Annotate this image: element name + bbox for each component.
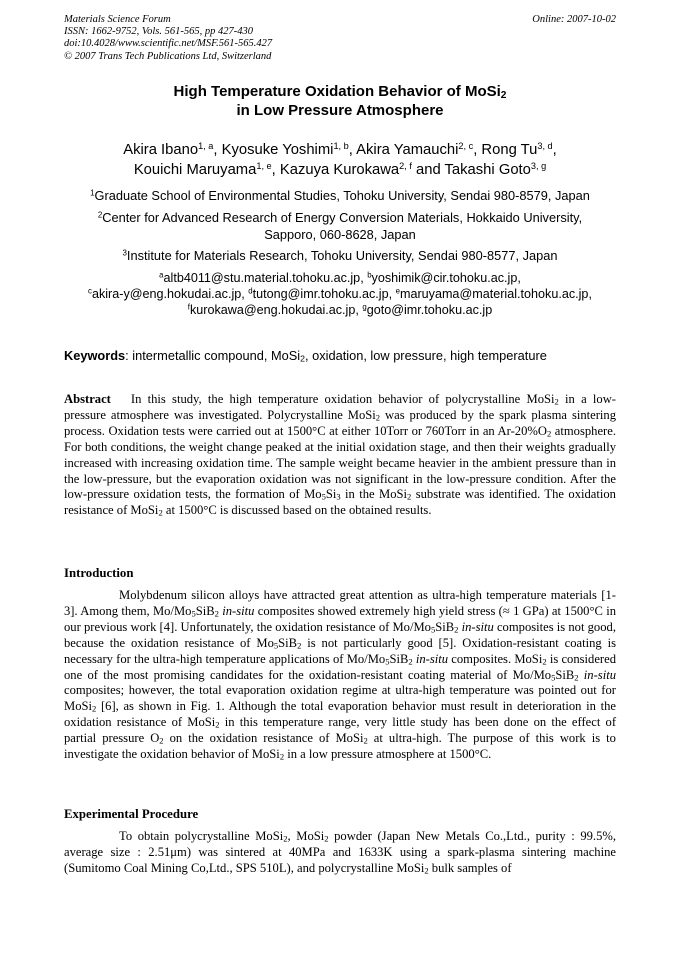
text-run: was produced by the spark plasma sintering process. Oxidation tests were carried out at 1500°C at either 10Torr or 760Torr in an Ar-20%O	[64, 407, 617, 438]
text-run: atmosphere. For both conditions, the weight change peaked at the initial oxidation stage, and then their weights gradually increased with increasing oxidation time. The sample weight became heavier in the ambient pressure than in the low-pressure, but the evaporation oxidation was not significant in the low-pressure condition. After the low-pressure oxidation tests, the formation of Mo	[64, 423, 616, 502]
subscript: 5	[551, 672, 556, 683]
text-run: [6], as shown in Fig. 1. Although the total evaporation behavior must result in deterioration in the oxidation resistance of MoSi	[64, 699, 616, 730]
title-line-2: in Low Pressure Atmosphere	[236, 102, 444, 119]
subscript: 2	[158, 508, 163, 519]
text-run: Molybdenum silicon alloys have attracted great attention as ultra-high temperature materials [1-3]. Among them, Mo/Mo	[64, 588, 616, 618]
subscript: 2	[324, 833, 329, 844]
text-run: in a low-pressure atmosphere was investigated. Polycrystalline MoSi	[64, 392, 616, 422]
italic-run: in-situ	[578, 667, 616, 682]
author-affil-mark: 1, e	[256, 160, 272, 171]
text-run: in the MoSi	[340, 487, 408, 502]
author-affil-mark: 1, a	[198, 140, 214, 151]
affiliation-text: Center for Advanced Research of Energy Conversion Materials, Hokkaido University,	[102, 210, 583, 225]
text-run: in a low pressure atmosphere at 1500°C.	[284, 747, 492, 762]
text-run: substrate was identified. The oxidation resistance of MoSi	[64, 487, 616, 518]
text-run: on the oxidation resistance of MoSi	[163, 731, 364, 746]
doi-line: doi:10.4028/www.scientific.net/MSF.561-565.427	[64, 38, 273, 50]
text-run: composites is not good, because the oxidation resistance of Mo	[64, 619, 616, 650]
text-run: at ultra-high. The purpose of this work is to investigate the oxidation behavior of MoSi	[64, 731, 616, 762]
text-run: composites; however, the total evaporation oxidation regime at ultra-high temperature was pointed out for MoSi	[64, 683, 616, 714]
italic-run: in-situ	[458, 619, 494, 634]
copyright-line: © 2007 Trans Tech Publications Ltd, Switzerland	[64, 50, 272, 62]
journal-header	[64, 14, 616, 63]
subscript: 2	[546, 428, 552, 439]
email-address[interactable]: maruyama@material.tohoku.ac.jp	[399, 287, 589, 301]
section-heading-introduction: Introduction	[64, 566, 134, 580]
subscript: 2	[215, 719, 220, 730]
email-key: b	[367, 270, 372, 280]
author-name: Kouichi Maruyama	[133, 162, 257, 178]
subscript: 2	[574, 672, 579, 683]
email-address[interactable]: goto@imr.tohoku.ac.jp	[366, 303, 493, 317]
text-run: SiB	[278, 635, 298, 650]
affiliation-number: 2	[97, 210, 103, 220]
italic-run: in-situ	[218, 603, 255, 618]
affiliation-text: Institute for Materials Research, Tohoku University, Sendai 980-8577, Japan	[126, 248, 558, 263]
text-run: composites showed extremely high yield stress (≈ 1 GPa) at 1500°C in our previous work [4]. Unfortunately, the oxidation resistance of Mo/Mo	[64, 603, 616, 634]
author-name: Akira Ibano	[123, 142, 199, 158]
subscript: 2	[554, 396, 559, 407]
text-run: To obtain polycrystalline MoSi	[119, 829, 284, 843]
text-run: bulk samples of	[428, 860, 512, 875]
email-list: $^a$altb4011@stu.material.tohoku.ac.jp, $^b$yoshimik@cir.tohoku.ac.jp, $^c$akira-y@eng.hokudai.ac.jp, $^d$tutong@imr.tohoku.ac.jp, $^e$maruyama@material.tohoku.ac.jp, $^f$kurokawa@eng.hokudai.ac.jp, $^g$goto@imr.tohoku.ac.jp	[88, 270, 592, 317]
subscript: 2	[300, 353, 305, 364]
email-key: f	[187, 302, 190, 312]
author-affil-mark: 2, f	[399, 160, 412, 171]
text-run: is considered one of the most promising candidates for the oxidation-resistant coating material of Mo/Mo	[64, 651, 616, 682]
author-list: Akira Ibano$^{1, a}$, Kyosuke Yoshimi$^{1, b}$, Akira Yamauchi$^{2, c}$, Rong Tu$^{3, d}$, Kouichi Maruyama$^{1, e}$, Kazuya Kurokawa$^{2, f}$ and Takashi Goto$^{3, g}$	[123, 140, 557, 178]
subscript: 2	[375, 412, 381, 423]
subscript: 2	[159, 735, 164, 746]
author-name: Rong Tu	[481, 142, 538, 158]
text-run: composites. MoSi	[448, 651, 543, 666]
experimental-paragraph	[64, 829, 616, 877]
paper-title	[64, 82, 616, 120]
text-run: Si	[325, 487, 337, 502]
subscript: 2	[424, 865, 429, 876]
keywords-text: , oxidation, low pressure, high temperature	[304, 348, 547, 363]
email-key: c	[88, 286, 92, 296]
email-key: g	[362, 302, 367, 312]
keywords-label: Keywords	[64, 348, 126, 363]
subscript: 2	[92, 704, 97, 715]
subscript: 3	[336, 492, 341, 503]
email-address[interactable]: yoshimik@cir.tohoku.ac.jp	[371, 271, 518, 285]
subscript: 5	[273, 640, 279, 651]
text-run: SiB	[435, 619, 455, 634]
text-run: SiB	[389, 651, 409, 666]
subscript: 2	[297, 640, 302, 651]
email-address[interactable]: kurokawa@eng.hokudai.ac.jp	[189, 303, 356, 317]
subscript: 2	[542, 656, 547, 667]
text-run: , MoSi	[287, 829, 325, 843]
email-address[interactable]: altb4011@stu.material.tohoku.ac.jp	[163, 271, 361, 285]
affiliation-number: 1	[90, 188, 95, 198]
author-name: Akira Yamauchi	[356, 142, 459, 158]
subscript: 5	[321, 492, 326, 503]
text-run: in this temperature range, very little study has been done on the effect of partial pressure O	[64, 715, 617, 746]
online-date: Online: 2007-10-02	[532, 14, 616, 25]
title-subscript: 2	[500, 90, 507, 102]
abstract-label: Abstract	[64, 392, 111, 406]
email-address[interactable]: akira-y@eng.hokudai.ac.jp	[91, 287, 242, 301]
affiliation-2	[64, 210, 616, 243]
text-run: SiB	[555, 667, 575, 682]
text-run: is not particularly good [5]. Oxidation-resistant coating is necessary for the ultra-high temperature applications of Mo/Mo	[64, 635, 617, 666]
italic-run: in-situ	[412, 651, 449, 666]
introduction-paragraph	[64, 588, 616, 763]
subscript: 2	[283, 833, 288, 844]
author-name: Kazuya Kurokawa	[279, 162, 400, 178]
keywords-text: : intermetallic compound, MoSi	[125, 348, 301, 363]
subscript: 2	[407, 492, 412, 503]
subscript: 2	[408, 656, 413, 667]
author-name: Takashi Goto	[444, 162, 531, 178]
journal-name: Materials Science Forum	[64, 14, 171, 25]
text-run: at 1500°C is discussed based on the obtained results.	[162, 503, 432, 518]
issn-line: ISSN: 1662-9752, Vols. 561-565, pp 427-430	[64, 26, 253, 38]
subscript: 2	[454, 624, 459, 635]
affiliation-3	[64, 248, 616, 265]
subscript: 5	[430, 624, 436, 635]
author-affil-mark: 3, g	[530, 160, 547, 171]
abstract-paragraph	[64, 392, 616, 519]
title-line-1: High Temperature Oxidation Behavior of MoSi	[173, 83, 501, 100]
author-affil-mark: 1, b	[333, 140, 349, 151]
author-name: Kyosuke Yoshimi	[221, 142, 334, 158]
text-run: SiB	[195, 603, 215, 618]
section-heading-experimental: Experimental Procedure	[64, 807, 199, 821]
text-run: powder (Japan New Metals Co.,Ltd., purity : 99.5%, average size : 2.51μm) was sintered at 40MPa and 1633K using a spark-plasma sintering machine (Sumitomo Coal Mining Co,Ltd., SPS 510L), and polycrystalline MoSi	[64, 829, 617, 875]
affiliation-1	[64, 188, 616, 205]
author-affil-mark: 3, d	[537, 140, 553, 151]
keywords-line	[64, 348, 616, 364]
subscript: 2	[214, 608, 219, 619]
affiliation-text-cont: Sapporo, 060-8628, Japan	[264, 226, 416, 242]
author-affil-mark: 2, c	[458, 140, 474, 151]
affiliation-number: 3	[122, 248, 127, 258]
email-key: d	[248, 286, 253, 296]
subscript: 5	[385, 656, 390, 667]
affiliation-text: Graduate School of Environmental Studies, Tohoku University, Sendai 980-8579, Japan	[94, 188, 590, 203]
subscript: 5	[191, 608, 196, 619]
subscript: 2	[363, 735, 368, 746]
email-key: a	[159, 270, 164, 280]
text-run: In this study, the high temperature oxidation behavior of polycrystalline MoSi	[130, 392, 555, 406]
email-address[interactable]: tutong@imr.tohoku.ac.jp	[252, 287, 389, 301]
email-key: e	[395, 286, 400, 296]
subscript: 2	[279, 751, 285, 762]
